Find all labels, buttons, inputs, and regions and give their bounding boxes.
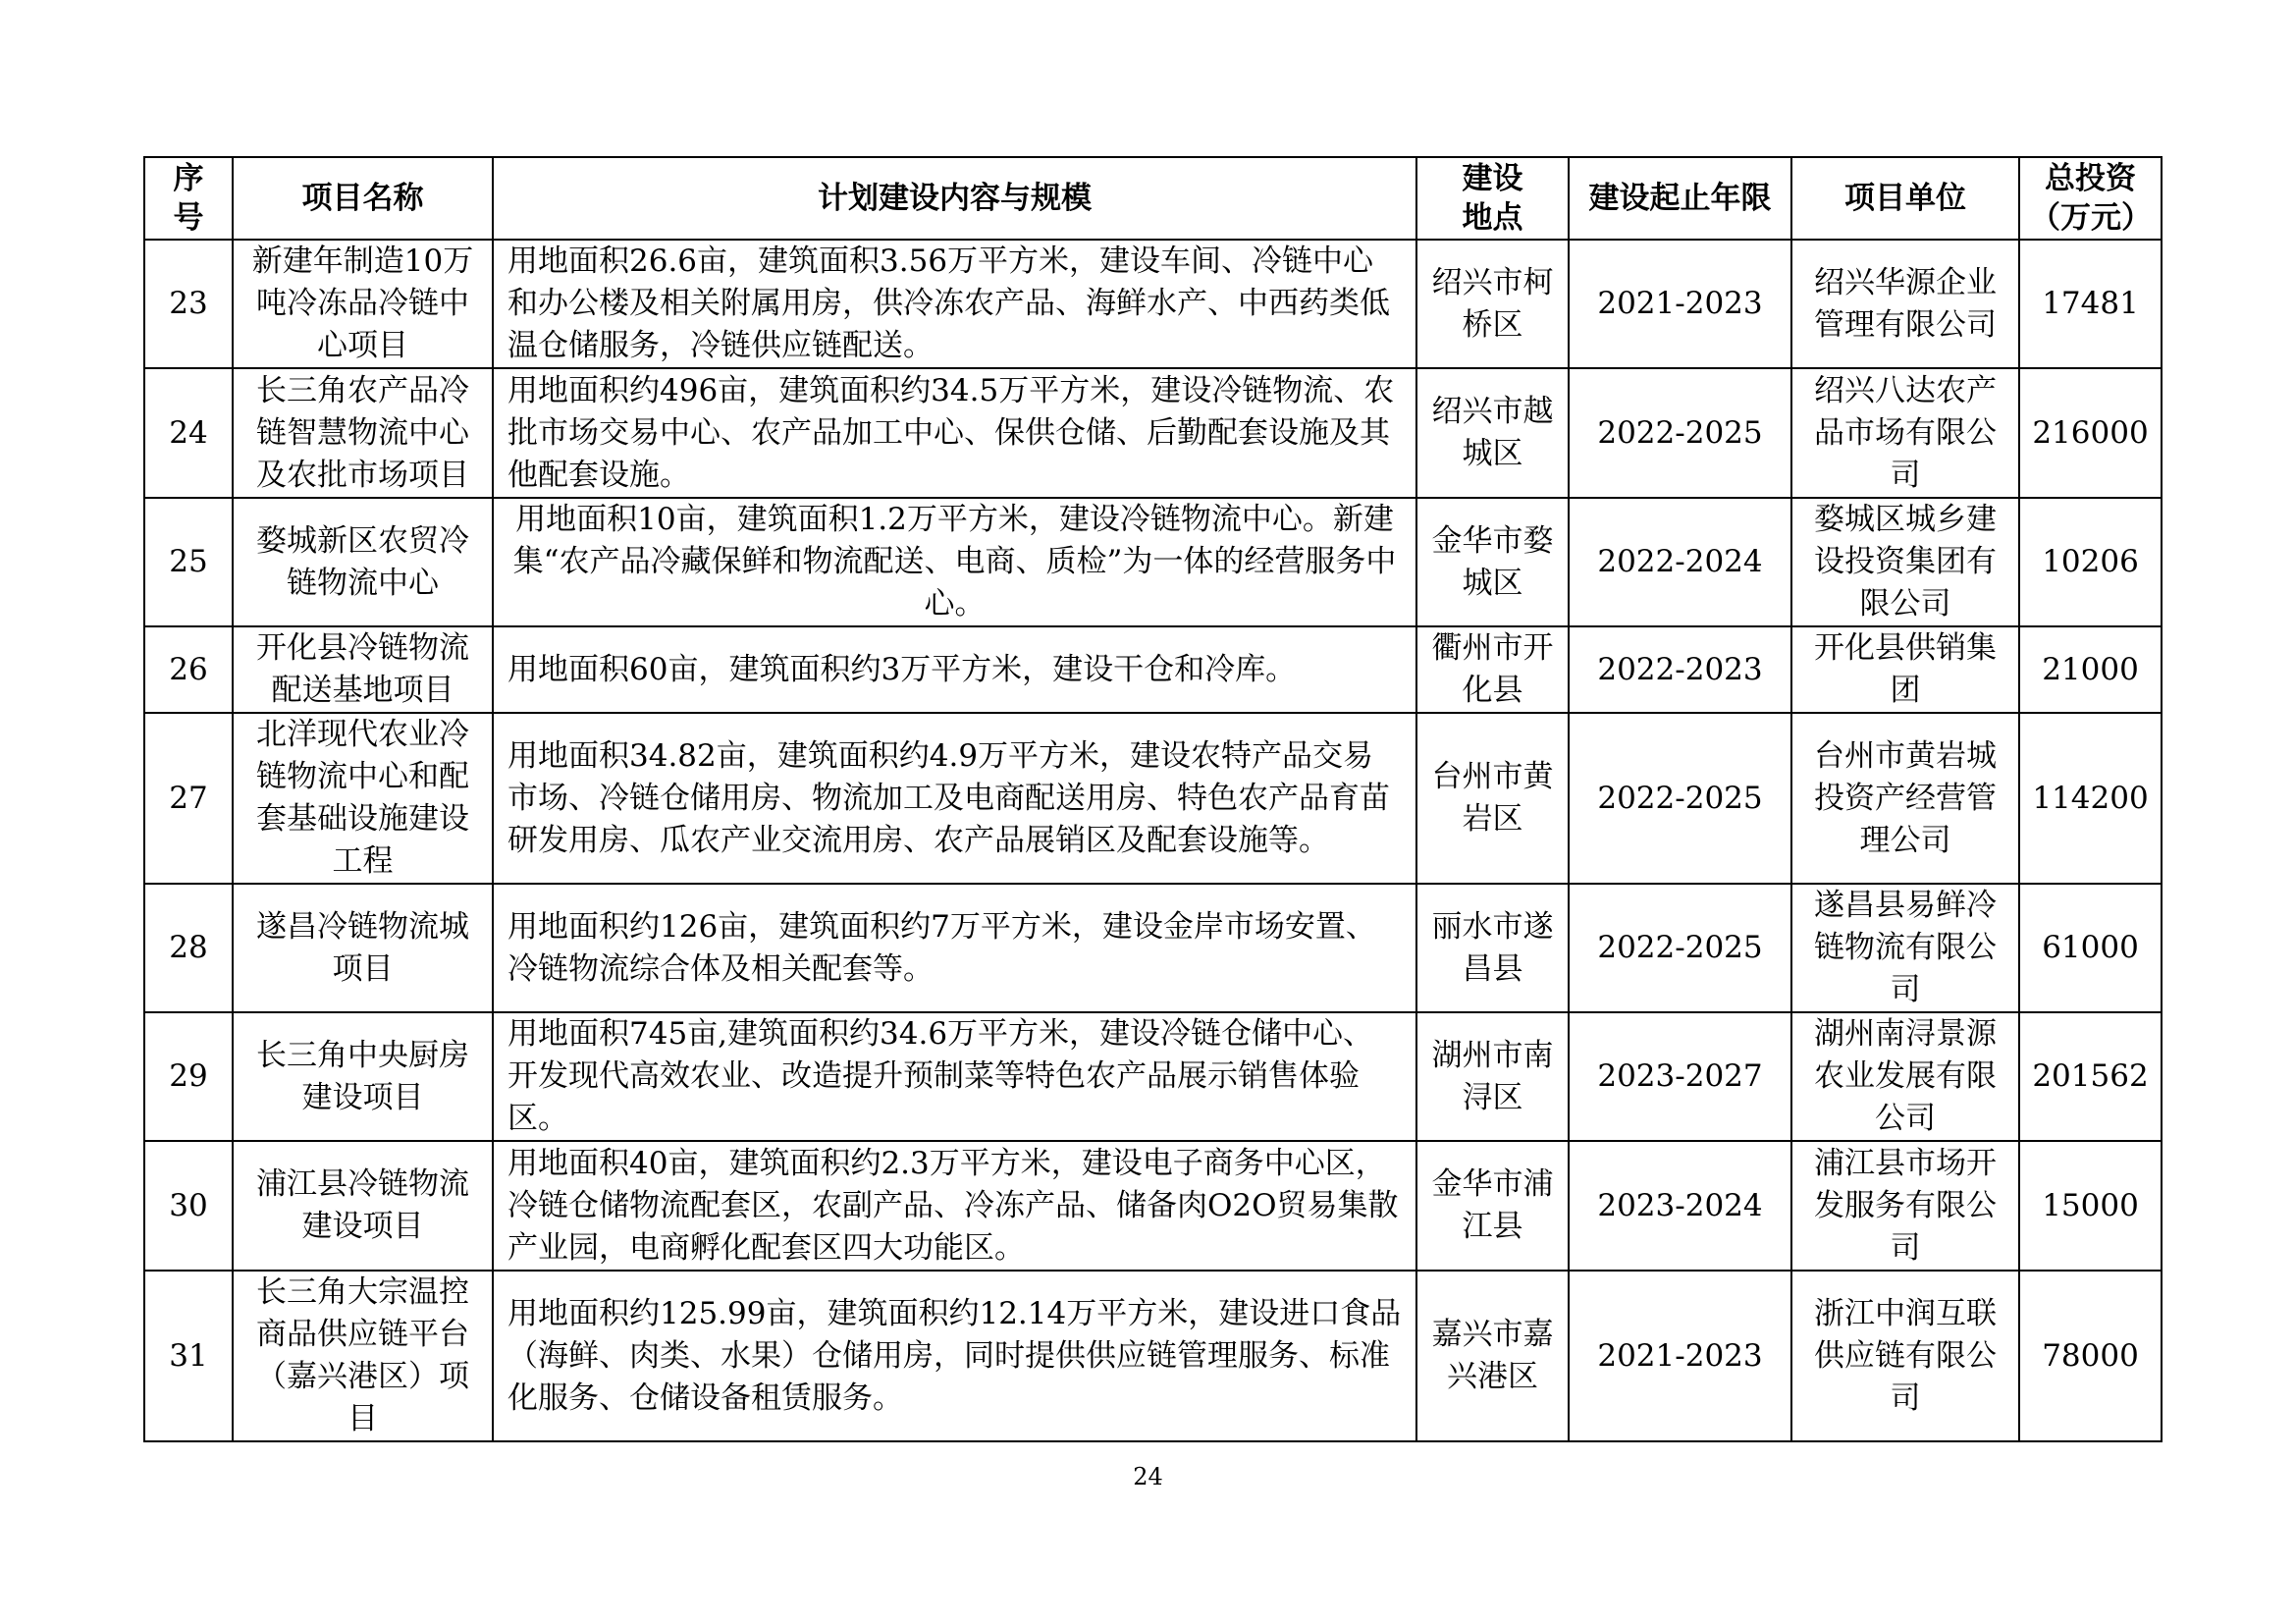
row-name: 遂昌冷链物流城项目 bbox=[233, 884, 493, 1012]
row-name: 浦江县冷链物流建设项目 bbox=[233, 1141, 493, 1271]
row-content: 用地面积745亩,建筑面积约34.6万平方米，建设冷链仓储中心、开发现代高效农业、改造提升预制菜等特色农产品展示销售体验区。 bbox=[493, 1012, 1416, 1141]
row-location: 绍兴市柯桥区 bbox=[1416, 240, 1569, 368]
row-unit: 开化县供销集团 bbox=[1791, 626, 2019, 713]
row-no: 23 bbox=[144, 240, 233, 368]
row-period: 2023-2024 bbox=[1569, 1141, 1791, 1271]
row-location: 湖州市南浔区 bbox=[1416, 1012, 1569, 1141]
header-content: 计划建设内容与规模 bbox=[493, 157, 1416, 240]
project-table bbox=[143, 156, 2163, 1442]
row-content: 用地面积40亩，建筑面积约2.3万平方米，建设电子商务中心区，冷链仓储物流配套区，农副产品、冷冻产品、储备肉O2O贸易集散产业园，电商孵化配套区四大功能区。 bbox=[493, 1141, 1416, 1271]
row-content: 用地面积26.6亩，建筑面积3.56万平方米，建设车间、冷链中心和办公楼及相关附属用房，供冷冻农产品、海鲜水产、中西药类低温仓储服务，冷链供应链配送。 bbox=[493, 240, 1416, 368]
header-unit: 项目单位 bbox=[1791, 157, 2019, 240]
row-content: 用地面积60亩，建筑面积约3万平方米，建设干仓和冷库。 bbox=[493, 626, 1416, 713]
row-period: 2022-2024 bbox=[1569, 498, 1791, 626]
row-content: 用地面积约126亩，建筑面积约7万平方米，建设金岸市场安置、冷链物流综合体及相关配套等。 bbox=[493, 884, 1416, 1012]
row-location: 衢州市开化县 bbox=[1416, 626, 1569, 713]
row-investment: 78000 bbox=[2019, 1271, 2162, 1441]
row-period: 2022-2025 bbox=[1569, 884, 1791, 1012]
row-period: 2022-2025 bbox=[1569, 368, 1791, 498]
row-period: 2023-2027 bbox=[1569, 1012, 1791, 1141]
header-period: 建设起止年限 bbox=[1569, 157, 1791, 240]
row-period: 2022-2023 bbox=[1569, 626, 1791, 713]
row-unit: 浙江中润互联供应链有限公司 bbox=[1791, 1271, 2019, 1441]
row-investment: 114200 bbox=[2019, 713, 2162, 884]
row-unit: 婺城区城乡建设投资集团有限公司 bbox=[1791, 498, 2019, 626]
row-location: 绍兴市越城区 bbox=[1416, 368, 1569, 498]
row-unit: 绍兴华源企业管理有限公司 bbox=[1791, 240, 2019, 368]
header-location bbox=[1416, 157, 1569, 240]
row-name: 长三角中央厨房建设项目 bbox=[233, 1012, 493, 1141]
row-period: 2021-2023 bbox=[1569, 240, 1791, 368]
header-investment bbox=[2019, 157, 2162, 240]
header-investment-line2: （万元） bbox=[2030, 200, 2152, 236]
row-location: 嘉兴市嘉兴港区 bbox=[1416, 1271, 1569, 1441]
header-location-line1: 建设 bbox=[1462, 161, 1523, 196]
table-row bbox=[144, 368, 2162, 498]
row-investment: 15000 bbox=[2019, 1141, 2162, 1271]
row-period: 2022-2025 bbox=[1569, 713, 1791, 884]
row-content: 用地面积约125.99亩，建筑面积约12.14万平方米，建设进口食品（海鲜、肉类、水果）仓储用房，同时提供供应链管理服务、标准化服务、仓储设备租赁服务。 bbox=[493, 1271, 1416, 1441]
row-name: 长三角大宗温控商品供应链平台（嘉兴港区）项目 bbox=[233, 1271, 493, 1441]
table-row bbox=[144, 626, 2162, 713]
table-row bbox=[144, 713, 2162, 884]
table-row bbox=[144, 1141, 2162, 1271]
row-investment: 201562 bbox=[2019, 1012, 2162, 1141]
row-name: 北洋现代农业冷链物流中心和配套基础设施建设工程 bbox=[233, 713, 493, 884]
row-unit: 遂昌县易鲜冷链物流有限公司 bbox=[1791, 884, 2019, 1012]
row-name: 婺城新区农贸冷链物流中心 bbox=[233, 498, 493, 626]
row-unit: 湖州南浔景源农业发展有限公司 bbox=[1791, 1012, 2019, 1141]
row-content: 用地面积约496亩，建筑面积约34.5万平方米，建设冷链物流、农批市场交易中心、农产品加工中心、保供仓储、后勤配套设施及其他配套设施。 bbox=[493, 368, 1416, 498]
row-unit: 绍兴八达农产品市场有限公司 bbox=[1791, 368, 2019, 498]
row-name: 长三角农产品冷链智慧物流中心及农批市场项目 bbox=[233, 368, 493, 498]
table-row bbox=[144, 1012, 2162, 1141]
header-row bbox=[144, 157, 2162, 240]
table-row bbox=[144, 498, 2162, 626]
row-location: 金华市婺城区 bbox=[1416, 498, 1569, 626]
row-location: 金华市浦江县 bbox=[1416, 1141, 1569, 1271]
header-name: 项目名称 bbox=[233, 157, 493, 240]
row-investment: 21000 bbox=[2019, 626, 2162, 713]
table-row bbox=[144, 1271, 2162, 1441]
row-location: 丽水市遂昌县 bbox=[1416, 884, 1569, 1012]
row-investment: 61000 bbox=[2019, 884, 2162, 1012]
row-period: 2021-2023 bbox=[1569, 1271, 1791, 1441]
row-no: 30 bbox=[144, 1141, 233, 1271]
row-investment: 10206 bbox=[2019, 498, 2162, 626]
row-investment: 216000 bbox=[2019, 368, 2162, 498]
row-content: 用地面积34.82亩，建筑面积约4.9万平方米，建设农特产品交易市场、冷链仓储用房、物流加工及电商配送用房、特色农产品育苗研发用房、瓜农产业交流用房、农产品展销区及配套设施等。 bbox=[493, 713, 1416, 884]
row-name: 新建年制造10万吨冷冻品冷链中心项目 bbox=[233, 240, 493, 368]
header-no-line2: 号 bbox=[173, 200, 204, 236]
table-row bbox=[144, 884, 2162, 1012]
row-content: 用地面积10亩，建筑面积1.2万平方米，建设冷链物流中心。新建集“农产品冷藏保鲜和物流配送、电商、质检”为一体的经营服务中心。 bbox=[493, 498, 1416, 626]
row-no: 28 bbox=[144, 884, 233, 1012]
row-no: 29 bbox=[144, 1012, 233, 1141]
row-unit: 浦江县市场开发服务有限公司 bbox=[1791, 1141, 2019, 1271]
row-investment: 17481 bbox=[2019, 240, 2162, 368]
row-no: 25 bbox=[144, 498, 233, 626]
row-name: 开化县冷链物流配送基地项目 bbox=[233, 626, 493, 713]
header-investment-line1: 总投资 bbox=[2045, 161, 2136, 196]
row-no: 24 bbox=[144, 368, 233, 498]
row-no: 26 bbox=[144, 626, 233, 713]
row-location: 台州市黄岩区 bbox=[1416, 713, 1569, 884]
page-number: 24 bbox=[1133, 1463, 1163, 1490]
table-row bbox=[144, 240, 2162, 368]
header-no bbox=[144, 157, 233, 240]
row-unit: 台州市黄岩城投资产经营管理公司 bbox=[1791, 713, 2019, 884]
header-no-line1: 序 bbox=[173, 161, 204, 196]
header-location-line2: 地点 bbox=[1462, 200, 1523, 236]
row-no: 31 bbox=[144, 1271, 233, 1441]
row-no: 27 bbox=[144, 713, 233, 884]
